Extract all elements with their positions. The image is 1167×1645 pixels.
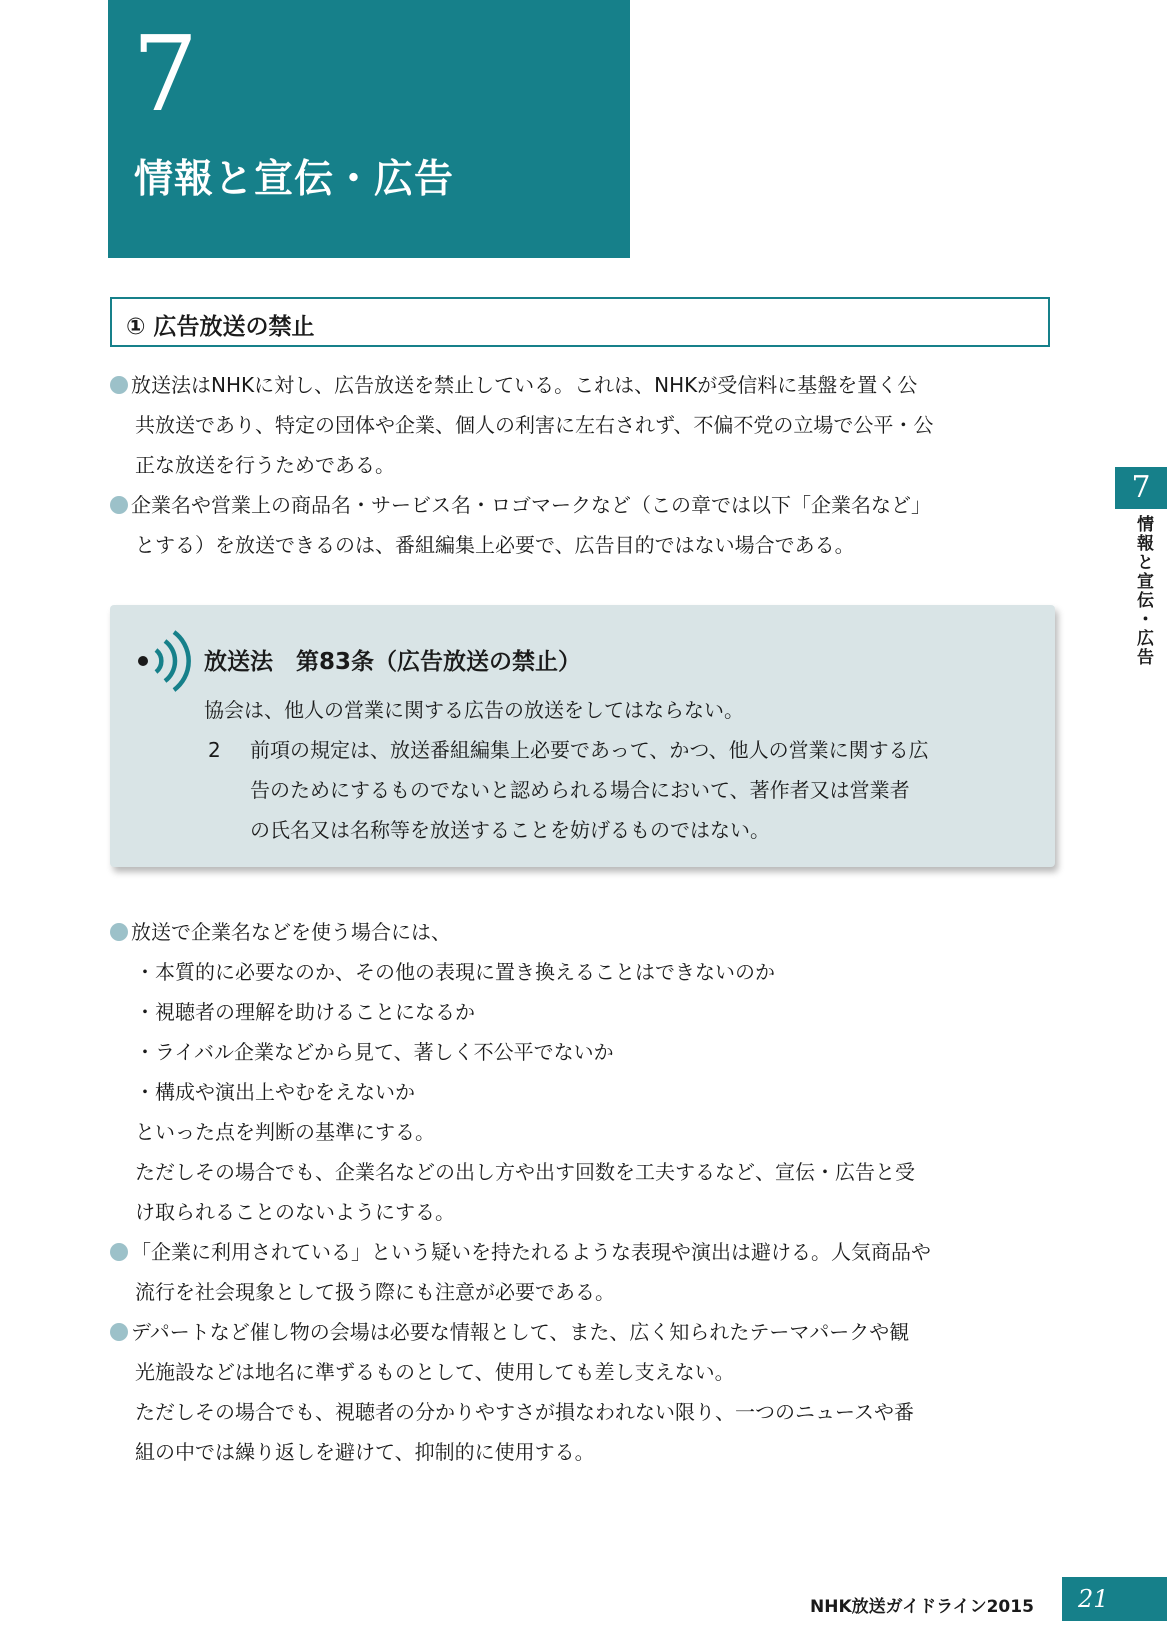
section-title: ① 広告放送の禁止 xyxy=(126,314,315,340)
bullet-dot-icon xyxy=(110,496,128,514)
chapter-header xyxy=(108,0,630,258)
clause-number: 2 xyxy=(208,738,221,762)
text-line: とする）を放送できるのは、番組編集上必要で、広告目的ではない場合である。 xyxy=(135,533,855,557)
text-line: といった点を判断の基準にする。 xyxy=(135,1120,435,1144)
text-line: ただしその場合でも、企業名などの出し方や出す回数を工夫するなど、宣伝・広告と受 xyxy=(135,1160,915,1184)
bullet-dot-icon xyxy=(110,1323,128,1341)
text-line: デパートなど催し物の会場は必要な情報として、また、広く知られたテーマパークや観 xyxy=(110,1312,1060,1352)
bullet-dot-icon xyxy=(110,1243,128,1261)
bullet-dot-icon xyxy=(110,923,128,941)
bullet-dot-icon xyxy=(110,376,128,394)
section-heading-box xyxy=(110,297,1050,347)
text-line: 光施設などは地名に準ずるものとして、使用しても差し支えない。 xyxy=(135,1360,735,1384)
law-title: 放送法 第83条（広告放送の禁止） xyxy=(204,649,582,675)
text-line: 「企業に利用されている」という疑いを持たれるような表現や演出は避ける。人気商品や xyxy=(110,1232,1060,1272)
text-line: 放送法はNHKに対し、広告放送を禁止している。これは、NHKが受信料に基盤を置く公 xyxy=(110,365,1060,405)
law-body xyxy=(204,690,1034,850)
text-line: 企業名や営業上の商品名・サービス名・ロゴマークなど（この章では以下「企業名など」 xyxy=(110,485,1060,525)
checklist-item: ・視聴者の理解を助けることになるか xyxy=(135,1000,475,1024)
body-paragraph-1 xyxy=(110,912,1060,1232)
side-tab-chapter-title: 情報と宣伝・広告 xyxy=(1133,515,1153,667)
side-tab-chapter-number: 7 xyxy=(1115,467,1167,509)
body-paragraph-3 xyxy=(110,1312,1060,1472)
law-citation-box xyxy=(110,605,1055,867)
page-number: 21 xyxy=(1062,1577,1167,1621)
body-paragraph-2 xyxy=(110,1232,1060,1312)
chapter-number: 7 xyxy=(132,13,199,135)
law-paragraph: 協会は、他人の営業に関する広告の放送をしてはならない。 xyxy=(204,698,744,722)
checklist-item: ・ライバル企業などから見て、著しく不公平でないか xyxy=(135,1040,614,1064)
text-line: 流行を社会現象として扱う際にも注意が必要である。 xyxy=(135,1280,615,1304)
checklist-item: ・本質的に必要なのか、その他の表現に置き換えることはできないのか xyxy=(135,960,775,984)
text-line: け取られることのないようにする。 xyxy=(135,1200,455,1224)
clause-text: 前項の規定は、放送番組編集上必要であって、かつ、他人の営業に関する広 告のためにするものでないと認められる場合において、著作者又は営業者 の氏名又は名称等を放送することを妨げるものではない。 xyxy=(250,738,929,842)
intro-paragraph-2 xyxy=(110,485,1060,565)
text-line: ただしその場合でも、視聴者の分かりやすさが損なわれない限り、一つのニュースや番 xyxy=(135,1400,914,1424)
text-line: 組の中では繰り返しを避けて、抑制的に使用する。 xyxy=(135,1440,595,1464)
intro-paragraph-1 xyxy=(110,365,1060,485)
checklist-item: ・構成や演出上やむをえないか xyxy=(135,1080,415,1104)
text-line: 正な放送を行うためである。 xyxy=(135,453,395,477)
law-clause xyxy=(204,730,1034,850)
footer-publication-title: NHK放送ガイドライン2015 xyxy=(810,1597,1034,1617)
text-line: 放送で企業名などを使う場合には、 xyxy=(110,912,1060,952)
chapter-title: 情報と宣伝・広告 xyxy=(134,157,455,202)
broadcast-icon xyxy=(134,625,194,695)
text-line: 共放送であり、特定の団体や企業、個人の利害に左右されず、不偏不党の立場で公平・公 xyxy=(135,413,934,437)
